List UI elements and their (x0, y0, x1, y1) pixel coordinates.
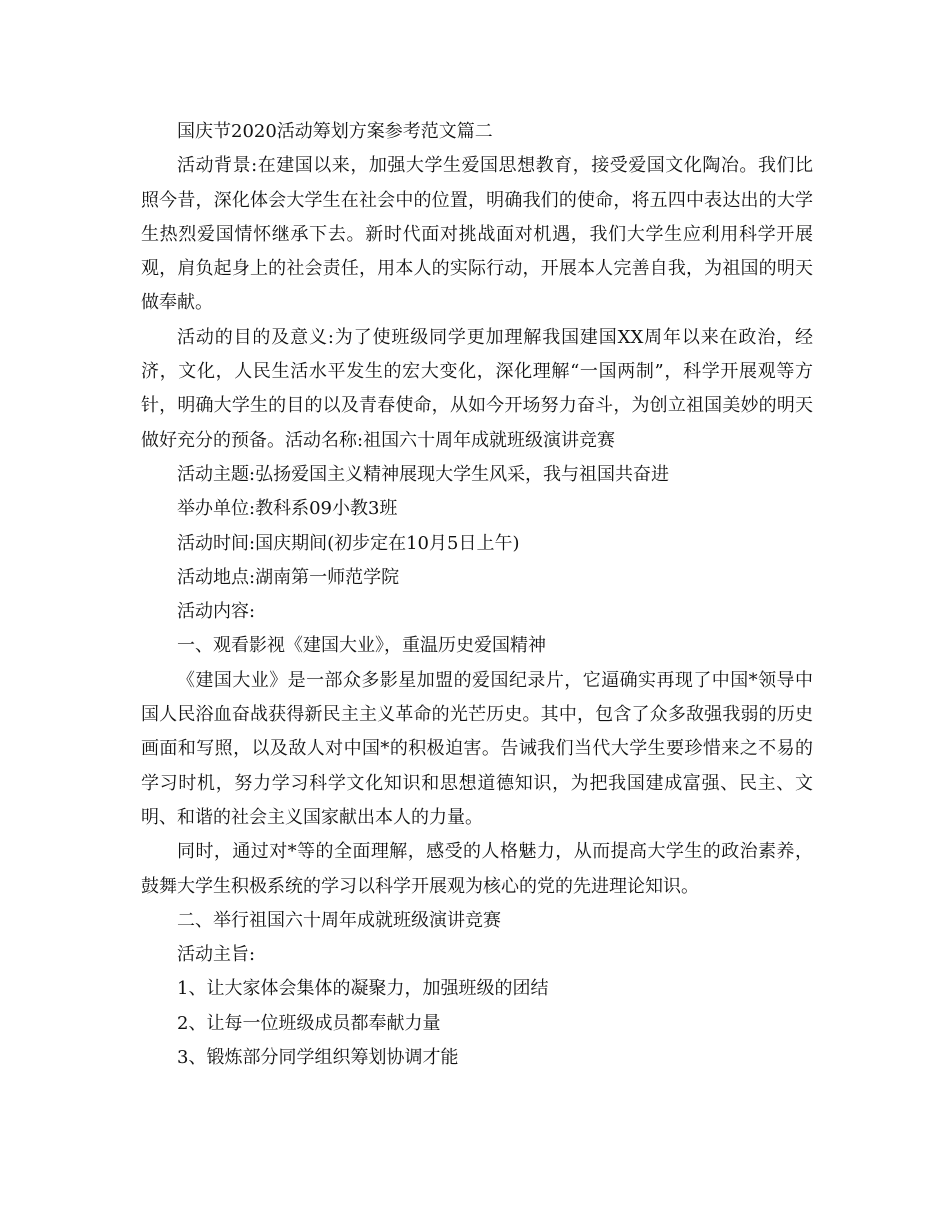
paragraph-organizer: 举办单位:教科系09小教3班 (177, 498, 398, 520)
section-heading-1: 一、观看影视《建国大业》，重温历史爱国精神 (177, 635, 546, 657)
paragraph-meanwhile: 同时，通过对*等的全面理解，感受的人格魅力，从而提高大学生的政治素养，鼓舞大学生积极系统的学习以科学开展观为核心的党的先进理论知识。 (141, 841, 813, 897)
paragraph-theme: 活动主题:弘扬爱国主义精神展现大学生风采，我与祖国共奋进 (177, 463, 670, 485)
paragraph-background: 活动背景:在建国以来，加强大学生爱国思想教育，接受爱国文化陶冶。我们比照今昔，深化体会大学生在社会中的位置，明确我们的使命，将五四中表达出的大学生热烈爱国情怀继承下去。新时代面对挑战面对机遇，我们大学生应利用科学开展观，肩负起身上的社会责任，用本人的实际行动，开展本人完善自我，为祖国的明天做奉献。 (141, 155, 813, 314)
section-heading-2: 二、举行祖国六十周年成就班级演讲竞赛 (177, 909, 501, 931)
list-item-2: 2、让每一位班级成员都奉献力量 (177, 1012, 441, 1034)
list-item-1: 1、让大家体会集体的凝聚力，加强班级的团结 (177, 978, 549, 1000)
paragraph-film-description: 《建国大业》是一部众多影星加盟的爱国纪录片，它逼确实再现了中国*领导中国人民浴血奋战获得新民主主义革命的光芒历史。其中，包含了众多敌强我弱的历史画面和写照，以及敌人对中国*的积极迫害。告诫我们当代大学生要珍惜来之不易的学习时机，努力学习科学文化知识和思想道德知识，为把我国建成富强、民主、文明、和谐的社会主义国家献出本人的力量。 (141, 669, 813, 828)
paragraph-location: 活动地点:湖南第一师范学院 (177, 566, 400, 588)
paragraph-content-heading: 活动内容: (177, 601, 256, 623)
document-title: 国庆节2020活动筹划方案参考范文篇二 (177, 121, 493, 142)
paragraph-purpose: 活动的目的及意义:为了使班级同学更加理解我国建国XX周年以来在政治，经济，文化，人民生活水平发生的宏大变化，深化理解“一国两制”，科学开展观等方针，明确大学生的目的以及青春使命，从如今开场努力奋斗，为创立祖国美妙的明天做好充分的预备。活动名称:祖国六十周年成就班级演讲竞赛 (141, 326, 813, 451)
paragraph-time: 活动时间:国庆期间(初步定在10月5日上午) (177, 532, 520, 554)
list-item-3: 3、锻炼部分同学组织筹划协调才能 (177, 1047, 459, 1069)
document-body (141, 115, 813, 1075)
paragraph-aim-heading: 活动主旨: (177, 944, 256, 966)
